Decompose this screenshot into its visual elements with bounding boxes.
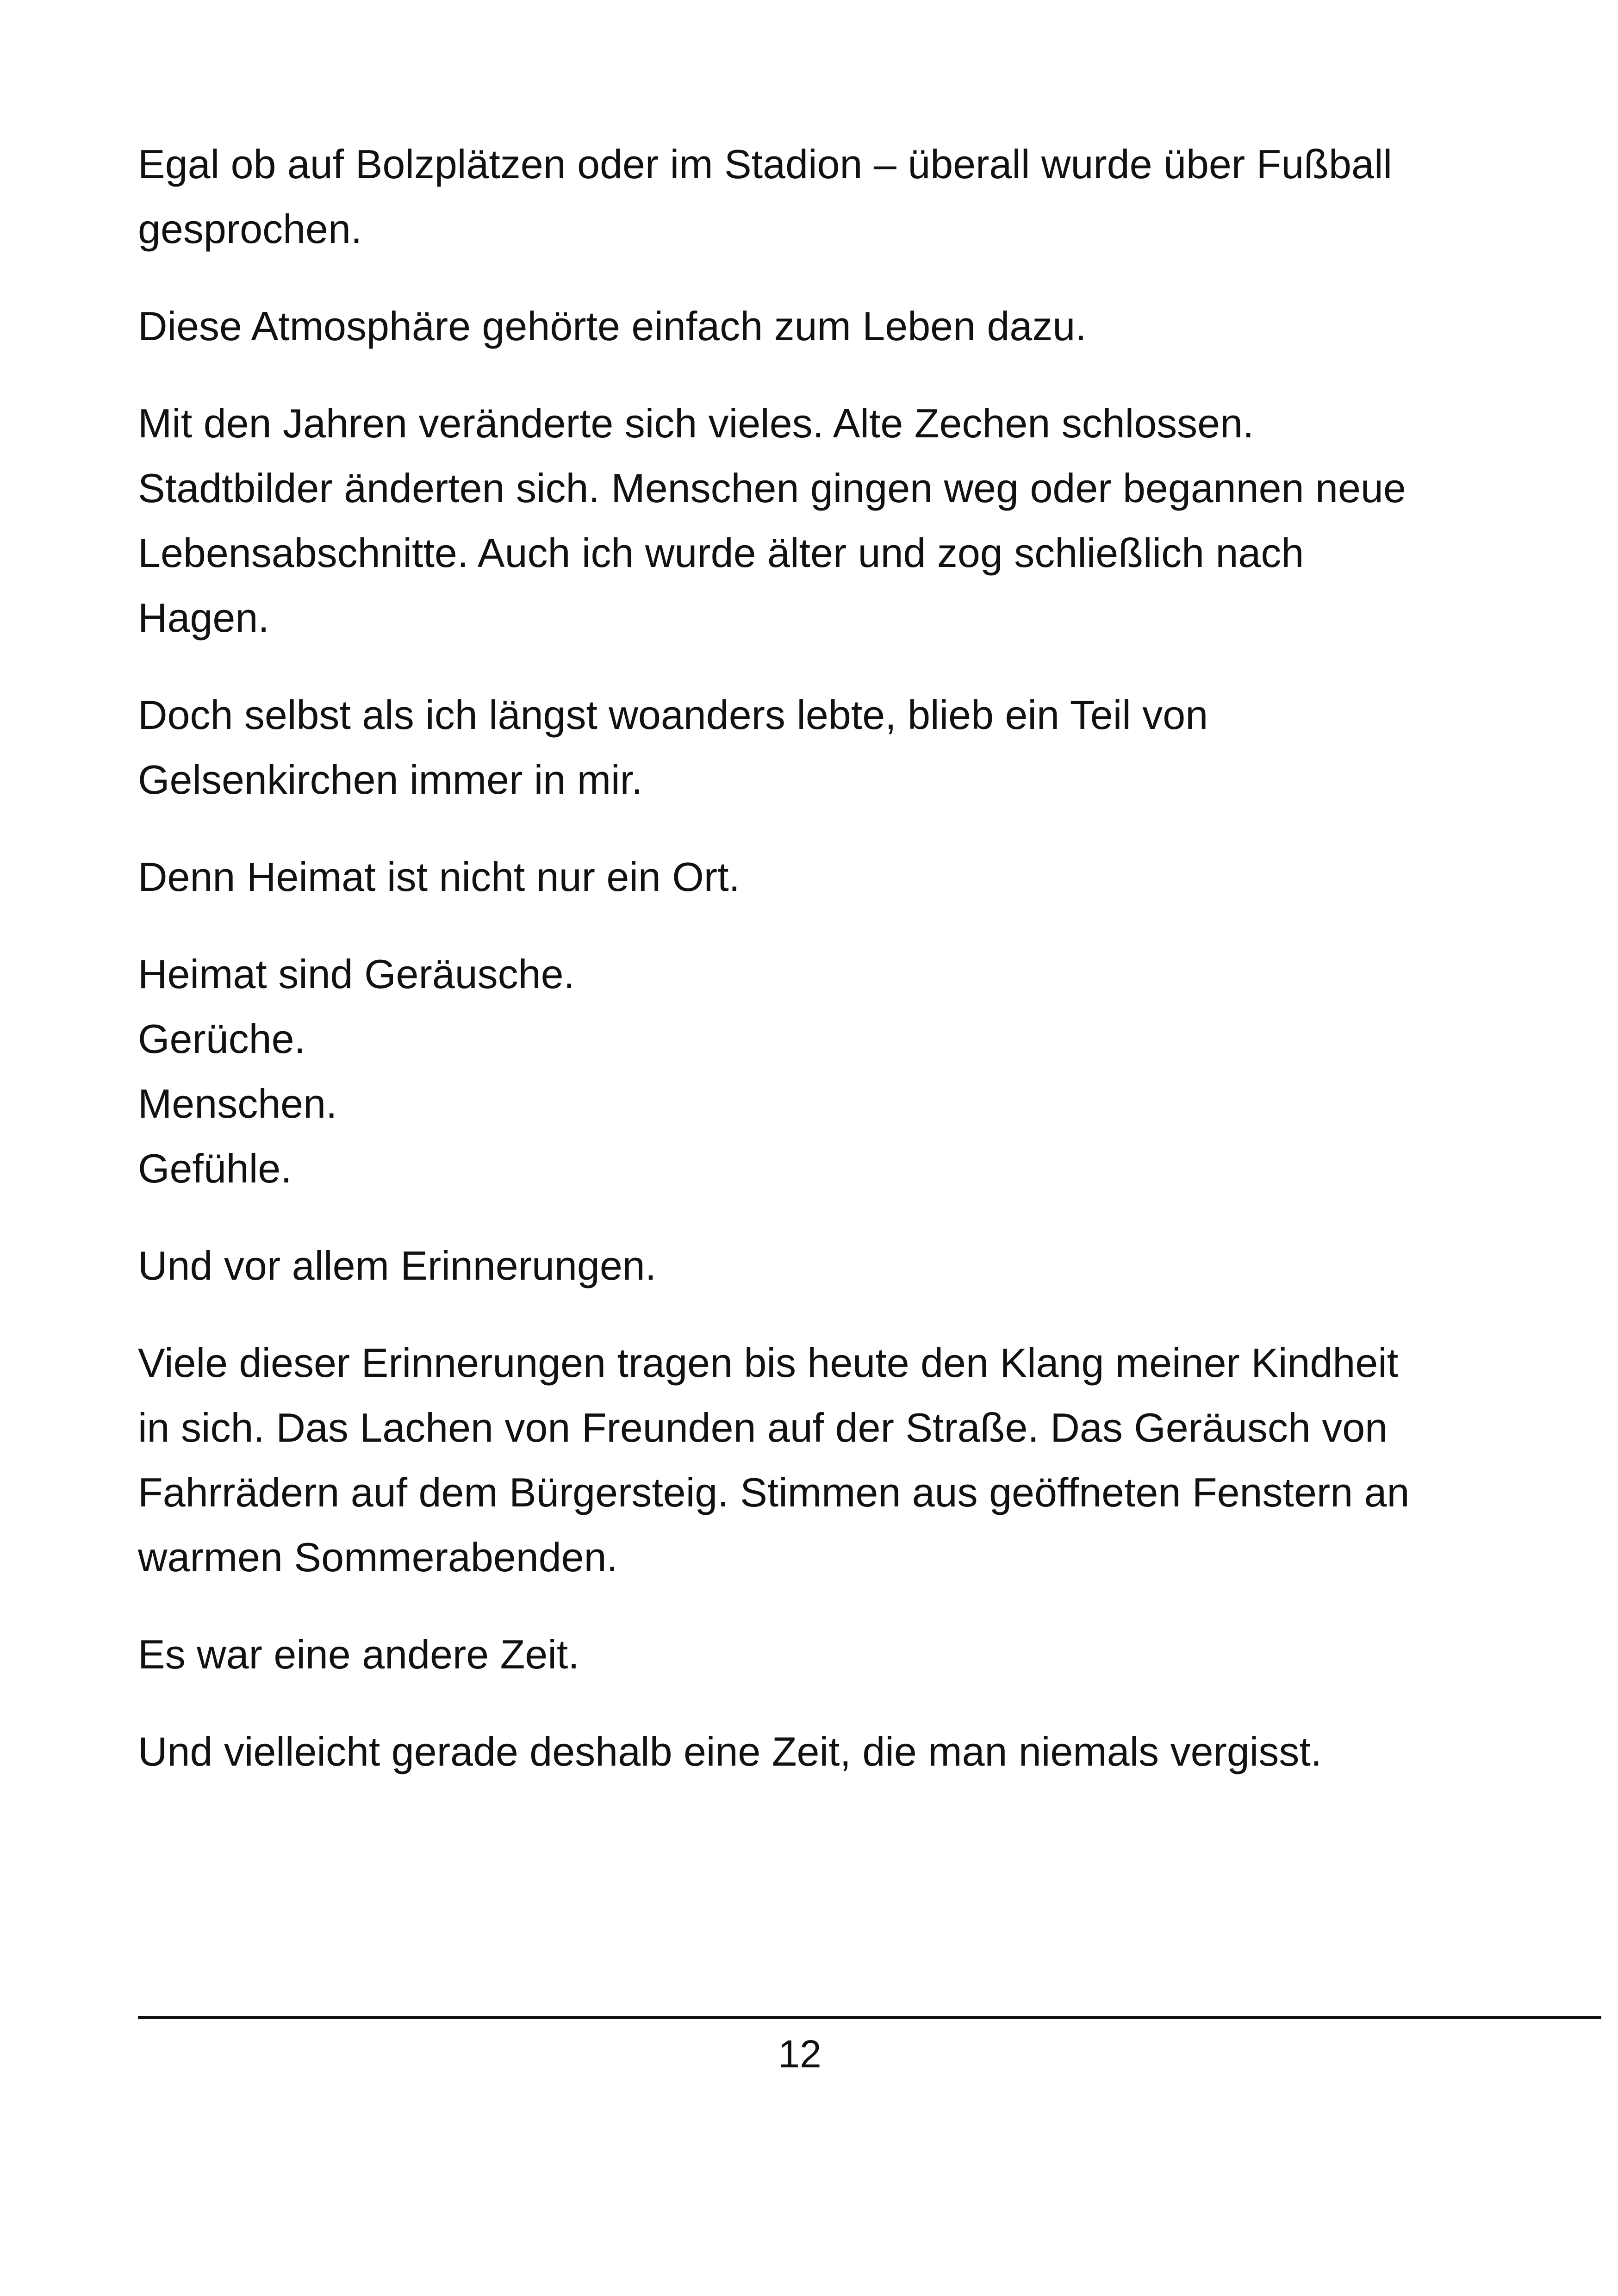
text-line: Gerüche. <box>138 1016 305 1062</box>
text-line: Mit den Jahren veränderte sich vieles. Alte Zechen schlossen. <box>138 400 1254 446</box>
text-line: Menschen. <box>138 1081 337 1126</box>
text-line: warmen Sommerabenden. <box>138 1534 618 1580</box>
text-line: Stadtbilder änderten sich. Menschen gingen weg oder begannen neue <box>138 465 1406 511</box>
text-line: Und vor allem Erinnerungen. <box>138 1243 657 1288</box>
text-line: Gelsenkirchen immer in mir. <box>138 757 643 803</box>
text-line: Denn Heimat ist nicht nur ein Ort. <box>138 854 740 900</box>
paragraph <box>138 132 1494 261</box>
text-line: Lebensabschnitte. Auch ich wurde älter und zog schließlich nach <box>138 530 1304 576</box>
text-line: Und vielleicht gerade deshalb eine Zeit, die man niemals vergisst. <box>138 1729 1322 1774</box>
text-line: Gefühle. <box>138 1145 292 1191</box>
paragraph <box>138 683 1494 812</box>
paragraph <box>138 391 1494 650</box>
text-line: Fahrrädern auf dem Bürgersteig. Stimmen aus geöffneten Fenstern an <box>138 1469 1410 1515</box>
paragraph <box>138 294 1494 359</box>
text-line: Es war eine andere Zeit. <box>138 1631 579 1677</box>
page-number: 12 <box>778 2032 821 2076</box>
text-line: Viele dieser Erinnerungen tragen bis heute den Klang meiner Kindheit <box>138 1340 1399 1386</box>
paragraph <box>138 1233 1494 1298</box>
body-text <box>138 132 1494 1817</box>
text-line: Egal ob auf Bolzplätzen oder im Stadion – überall wurde über Fußball <box>138 141 1393 187</box>
paragraph <box>138 1622 1494 1687</box>
paragraph <box>138 845 1494 909</box>
text-line: Heimat sind Geräusche. <box>138 951 575 997</box>
paragraph <box>138 1719 1494 1784</box>
paragraph <box>138 942 1494 1201</box>
footer-divider <box>138 2016 1601 2019</box>
text-line: in sich. Das Lachen von Freunden auf der Straße. Das Geräusch von <box>138 1405 1388 1450</box>
paragraph <box>138 1331 1494 1590</box>
text-line: Doch selbst als ich längst woanders lebte, blieb ein Teil von <box>138 692 1208 738</box>
text-line: gesprochen. <box>138 206 362 252</box>
text-line: Hagen. <box>138 595 269 641</box>
text-line: Diese Atmosphäre gehörte einfach zum Leben dazu. <box>138 303 1087 349</box>
